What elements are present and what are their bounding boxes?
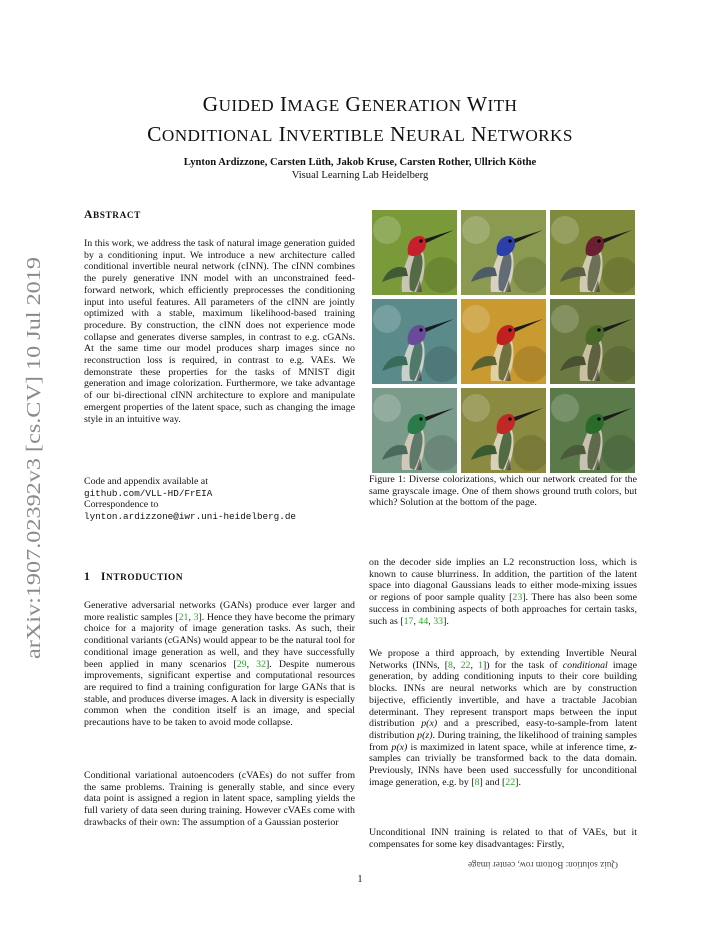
text-run: ]. [443, 615, 449, 627]
text-run: We propose a third approach, by extending Invertible Neural Networks (INNs, [ [369, 648, 637, 671]
citation-link[interactable]: 1 [478, 659, 483, 671]
figure-1-colorization-grid [372, 210, 635, 472]
abstract-heading [84, 208, 355, 221]
text-run: -samples can trivially be transformed back to the data domain. Previously, INNs have been used successfully for unconditional image generation, e.g. by [ [369, 741, 637, 788]
text-run: , [452, 659, 461, 671]
intro-number: 1 [84, 570, 91, 583]
hummingbird-image [372, 299, 457, 384]
text-run: , [470, 659, 479, 671]
emphasis-text: conditional [562, 659, 608, 671]
colorization-sample-6 [550, 299, 635, 384]
hummingbird-image [461, 299, 546, 384]
citation-link[interactable]: 29 [236, 658, 247, 670]
citation-link[interactable]: 44 [418, 615, 429, 627]
code-label: Code and appendix available at [84, 476, 208, 487]
colorization-sample-8 [461, 388, 546, 473]
introduction-heading [84, 570, 355, 583]
math-pz: p(z) [417, 729, 433, 741]
text-run: and a prescribed, easy-to-sample-from latent distribution [369, 718, 637, 741]
text-run: , [188, 611, 194, 623]
arxiv-identifier-stamp [10, 255, 50, 660]
text-run: , [428, 615, 434, 627]
citation-link[interactable]: 22 [505, 776, 516, 788]
math-px: p(x) [421, 718, 438, 730]
citation-link[interactable]: 32 [256, 658, 266, 670]
affiliation: Visual Learning Lab Heidelberg [291, 170, 429, 181]
correspondence-email[interactable]: lynton.ardizzone@iwr.uni-heidelberg.de [84, 511, 297, 523]
hummingbird-image [461, 388, 546, 473]
figure-1-caption: Figure 1: Diverse colorizations, which our network created for the same grayscale image. One of them shows ground truth colors, but which? Solution at the bottom of the page. [369, 474, 637, 509]
text-run: on the decoder side implies an L2 reconstruction loss, which is known to cause blurriness. In addition, the partition of the latent space into diagonal Gaussians leads to either mode-mixing issues or regions of poor sample quality [ [369, 557, 637, 604]
citation-link[interactable]: 17 [403, 615, 414, 627]
colorization-sample-9 [550, 388, 635, 473]
arxiv-stamp-svg [10, 255, 50, 660]
citation-link[interactable]: 33 [433, 615, 444, 627]
citation-link[interactable]: 23 [512, 592, 523, 604]
citation-link[interactable]: 8 [474, 776, 480, 788]
citation-link[interactable]: 3 [193, 611, 199, 623]
text-run: is maximized in latent space, while at inference time, [407, 741, 630, 753]
arxiv-id-text: arXiv:1907.02392v3 [cs.CV] 10 Jul 2019 [23, 318, 45, 659]
colorization-sample-7 [372, 388, 457, 473]
hummingbird-image [372, 210, 457, 295]
paper-title [60, 90, 660, 150]
citation-link[interactable]: 22 [460, 659, 471, 671]
text-run: ]. [515, 776, 521, 788]
text-run: ] and [ [479, 776, 506, 788]
math-px: p(x) [391, 741, 408, 753]
hummingbird-image [372, 388, 457, 473]
text-run: Generative adversarial networks (GANs) produce ever larger and more realistic samples [ [84, 600, 355, 623]
text-run: ]. There has also been some success in combining aspects of both approaches for certain tasks, such as [ [369, 592, 637, 627]
citation-link[interactable]: 21 [178, 611, 189, 623]
hummingbird-image [550, 210, 635, 295]
correspondence-label: Correspondence to [84, 499, 159, 511]
text-run: image generation, by adding conditioning inputs to their core building blocks. INNs are neural networks which are by construction bijective, efficiently invertible, and have a tractable Jacobian determinant. They represent transport maps between the input distribution [369, 659, 637, 730]
text-run: , [413, 615, 419, 627]
hummingbird-image [550, 299, 635, 384]
page-number: 1 [357, 874, 363, 885]
intro-paragraph-1 [84, 600, 355, 729]
right-paragraph-2 [369, 648, 637, 788]
intro-paragraph-2: Conditional variational autoencoders (cVAEs) do not suffer from the same problems. Training is generally stable, and since every data point is assigned a region in latent space, sampling yields the full variety of data seen during training. However cVAEs come with drawbacks of their own: The assumption of a Gaussian posterior [84, 770, 355, 828]
hummingbird-image [461, 210, 546, 295]
right-paragraph-1 [369, 557, 637, 627]
text-run: , [246, 658, 257, 670]
title-line-1: GUIDED IMAGE GENERATION WITH [202, 92, 518, 116]
colorization-sample-3 [550, 210, 635, 295]
code-url[interactable]: github.com/VLL-HD/FrEIA [84, 487, 213, 499]
text-run: ]. Hence they have become the primary choice for a majority of image generation tasks. As such, their conditional variants (cGANs) would appear to be the natural tool for conditional image generation as well, and they have successfully been applied in many scenarios [ [84, 611, 355, 670]
code-availability [84, 476, 355, 523]
text-run: . During training, the likelihood of training samples from [369, 729, 637, 753]
abstract-heading-text: ABSTRACT [84, 208, 141, 221]
citation-link[interactable]: 8 [448, 659, 453, 671]
math-z-bold: z [629, 741, 634, 753]
intro-heading-text: INTRODUCTION [100, 570, 184, 583]
right-paragraph-3: Unconditional INN training is related to that of VAEs, but it compensates for some key disadvantages: Firstly, [369, 827, 637, 850]
colorization-sample-5 [461, 299, 546, 384]
text-run: ]. Despite numerous improvements, significant expertise and computational resources are required to find a training configuration for large GANs that is stable, and produces diverse images. A lack in diversity is especially common when the condition itself is an image, and special precautions have to be taken to avoid mode collapse. [84, 658, 356, 729]
colorization-sample-4 [372, 299, 457, 384]
hummingbird-image [550, 388, 635, 473]
text-run: ]) for the task of [482, 659, 563, 671]
colorization-sample-1 [372, 210, 457, 295]
quiz-solution-upside-down: Quiz solution: Bottom row, center image [468, 860, 618, 870]
author-list: Lynton Ardizzone, Carsten Lüth, Jakob Kruse, Carsten Rother, Ullrich Köthe [183, 157, 537, 168]
abstract-text: In this work, we address the task of natural image generation guided by a conditioning input. We introduce a new architecture called conditional invertible neural network (cINN). The cINN combines the purely generative INN model with an unconstrained feed-forward network, which efficiently preprocesses the conditioning input into useful features. All parameters of the cINN are jointly optimized with a stable, maximum likelihood-based training procedure. By construction, the cINN does not experience mode collapse and generates diverse samples, in contrast to e.g. cGANs. At the same time our model produces sharp images since no reconstruction loss is required, in contrast to e.g. VAEs. We demonstrate these properties for the tasks of MNIST digit generation and image colorization. Furthermore, we take advantage of our bi-directional cINN architecture to explore and manipulate emergent properties of the latent space, such as changing the image style in an intuitive way. [84, 238, 355, 425]
colorization-sample-2 [461, 210, 546, 295]
title-line-2: CONDITIONAL INVERTIBLE NEURAL NETWORKS [147, 122, 573, 146]
